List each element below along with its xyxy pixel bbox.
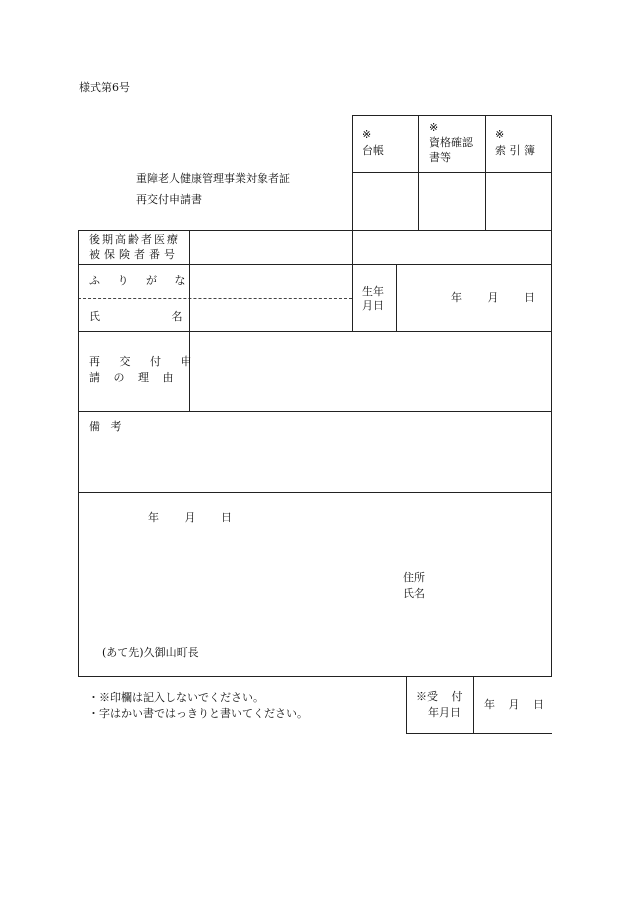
insured-number-label-line2: 被保険者番号 — [89, 248, 179, 261]
address-label: 住所 — [403, 571, 425, 584]
application-date[interactable]: 年 月 日 — [148, 511, 232, 524]
qualification-mark: ※ — [429, 121, 439, 134]
addressee: (あて先)久御山町長 — [102, 646, 199, 659]
note-item: ・※印欄は記入しないでください。 — [88, 691, 264, 704]
reason-label-line2: 請 の 理 由 — [89, 371, 174, 384]
index-book-label: 索 引 簿 — [495, 144, 535, 157]
qualification-label-line1: 資格確認 — [429, 136, 473, 149]
form-number: 様式第6号 — [79, 81, 130, 94]
index-book-mark: ※ — [495, 128, 505, 141]
furigana-label: ふ り が な — [89, 274, 186, 287]
form-title-line2: 再交付申請書 — [136, 193, 202, 206]
form-title-line1: 重障老人健康管理事業対象者証 — [136, 172, 290, 185]
birth-date-label-line2: 月日 — [362, 299, 384, 312]
reason-label-line1: 再 交 付 申 — [89, 355, 192, 368]
name-label: 氏 名 — [89, 310, 183, 323]
reception-date: 年 月 日 — [484, 698, 544, 711]
reception-label-line2: 年月日 — [428, 706, 461, 719]
insured-number-label-line1: 後期高齢者医療 — [89, 233, 180, 246]
applicant-name-label: 氏名 — [403, 587, 425, 600]
name-field[interactable] — [190, 299, 351, 330]
note-item: ・字はかい書ではっきりと書いてください。 — [88, 707, 308, 720]
reason-field[interactable] — [190, 332, 551, 410]
remarks-label: 備 考 — [89, 420, 122, 433]
furigana-field[interactable] — [190, 265, 351, 297]
ledger-mark: ※ — [362, 128, 372, 141]
qualification-label-line2: 書等 — [429, 151, 451, 164]
remarks-field[interactable] — [79, 412, 550, 491]
reception-label-line1: ※受 付 — [416, 690, 463, 703]
birth-date-value[interactable]: 年 月 日 — [451, 291, 535, 304]
ledger-label: 台帳 — [362, 144, 384, 157]
insured-number-field[interactable] — [190, 231, 351, 263]
birth-date-label-line1: 生年 — [362, 285, 384, 298]
